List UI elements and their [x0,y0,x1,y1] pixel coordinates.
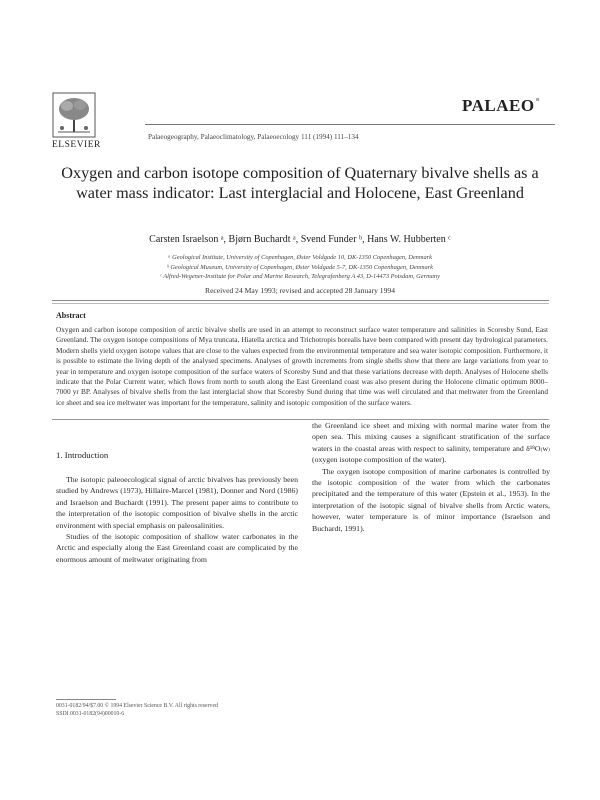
paragraph: The isotopic paleoecological signal of arctic bivalves has previously been studied by Andrews (1973), Hillaire-Marcel (1981), Donner and Nord (1986) and Israelson and Buchardt (1991). The present paper aims to contribute to the interpretation of the isotopic composition of bivalve shells in the arctic environment with special emphasis on paleosalinities. [56,475,298,530]
divider [52,300,549,301]
ssdi-line: SSDI 0031-0182(94)00010-6 [56,711,125,717]
journal-citation: Palaeogeography, Palaeoclimatology, Palaeoecology 111 (1994) 111–134 [148,133,359,141]
abstract-text: Oxygen and carbon isotope composition of arctic bivalve shells are used in an attempt to reconstruct surface water temperature and salinities in Scoresby Sund, East Greenland. The oxygen isotope compositions of Mya truncata, Hiatella arctica and Trichotropis borealis have been compared with present day hydrological parameters. Modern shells yield oxygen isotope values that are close to the values expected from the environmental temperature and sea water isotopic composition. Furthermore, it is possible to estimate the living depth of the analysed specimens. Analyses of growth increments from single shells show that there are large variations from year to year in temperature and oxygen isotope composition of the surface waters of Scoresby Sund and that these variations decrease with depth. Analyses of Holocene shells indicate that the Polar Current water, which flows from north to south along the East Greenland coast was also present during the Holocene climatic optimum 8000–7000 yr BP. Analyses of bivalve shells from the last interglacial show that Scoresby Sund during that time was well circulated and that meltwater from the Greenland ice sheet and sea ice meltwater was important for the temperature, salinity and isotopic composition of the surface waters. [56,325,548,407]
footer [56,702,218,718]
paragraph: the Greenland ice sheet and mixing with normal marine water from the open sea. This mixing causes a significant stratification of the surface waters in the coastal areas with respect to salinity, temperature and δ¹⁸O₍w₎ (oxygen isotope composition of the water). [312,421,550,465]
journal-logo [462,96,540,116]
author-list: Carsten Israelson ᵃ, Bjørn Buchardt ᵃ, Svend Funder ᵇ, Hans W. Hubberten ᶜ [149,234,451,245]
section-heading: 1. Introduction [56,450,109,460]
publisher-name: ELSEVIER [52,140,101,150]
paragraph: The oxygen isotope composition of marine carbonates is controlled by the isotopic composition of the water from which the carbonates precipitated and the temperature of this water (Epstein et al., 1953). In the interpretation of the isotopic signal of bivalve shells from Arctic waters, however, water temperature is of minor importance (Israelson and Buchardt, 1991). [312,466,550,533]
affiliation: ᶜ Alfred-Wegener-Institute for Polar and Marine Research, Telegrafenberg A 43, D-14473 Potsdam, Germany [160,273,440,280]
copyright-line: 0031-0182/94/$7.00 © 1994 Elsevier Science B.V. All rights reserved [56,703,218,709]
affiliation: ᵃ Geological Institute, University of Copenhagen, Øster Voldgade 10, DK-1350 Copenhagen, Denmark [168,254,432,261]
left-column [56,474,298,565]
divider [52,303,549,304]
header-rule [145,124,555,125]
footnote-rule [56,699,116,700]
right-column [312,420,550,534]
journal-logo-text: PALAEO [462,96,535,115]
received-dates: Received 24 May 1993; revised and accepted 28 January 1994 [205,286,395,295]
paragraph: Studies of the isotopic composition of shallow water carbonates in the Arctic and especially along the East Greenland coast are complicated by the enormous amount of meltwater originating from [56,532,298,564]
article-title: Oxygen and carbon isotope composition of Quaternary bivalve shells as a water mass indicator: Last interglacial and Holocene, East Greenland [61,164,539,202]
elsevier-tree-logo [52,92,96,138]
affiliation: ᵇ Geological Museum, University of Copenhagen, Øster Voldgade 5-7, DK-1350 Copenhagen, Denmark [167,263,433,271]
abstract-heading: Abstract [56,311,86,320]
affiliations [80,253,520,282]
journal-logo-mark: ≡ [535,96,541,104]
